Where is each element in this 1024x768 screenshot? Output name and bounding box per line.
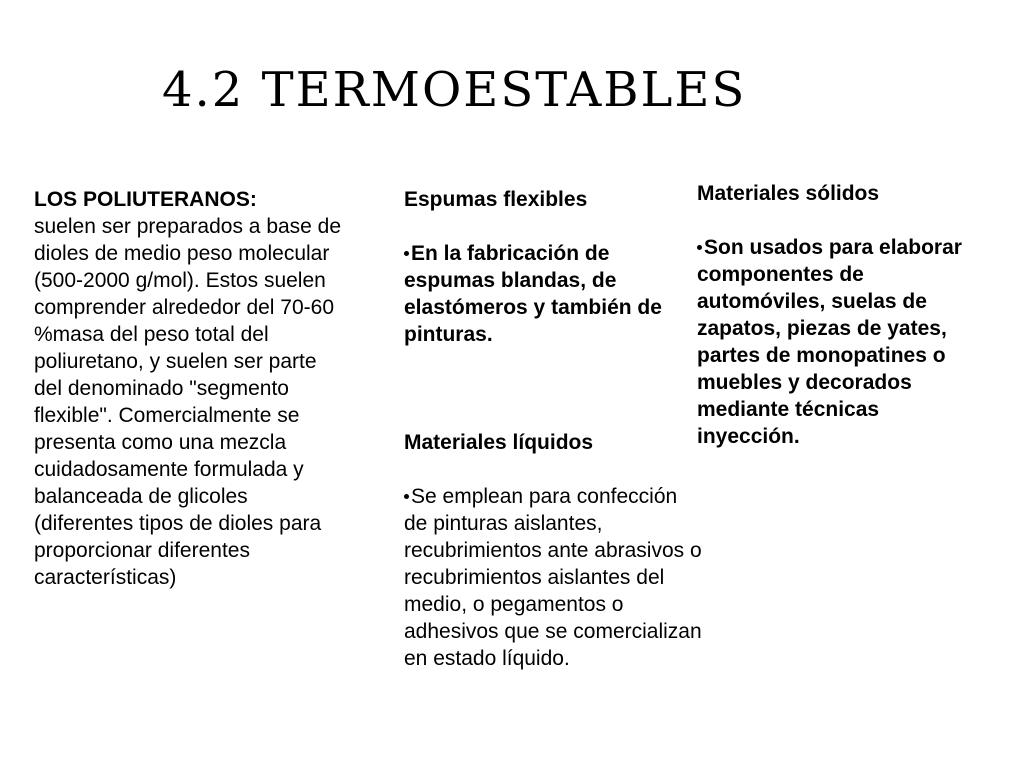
solidos-heading: Materiales sólidos <box>697 182 880 205</box>
espumas-bullet-text: En la fabricación de espumas blandas, de elastómeros y también de pinturas. <box>404 242 662 346</box>
solidos-bullet-item <box>697 234 987 450</box>
bullet-icon <box>697 245 702 250</box>
poliuretanos-body: suelen ser preparados a base de dioles de medio peso molecular (500-2000 g/mol). Estos suelen comprender alrededor del 70-60 %masa del peso total del poliuretano, y suelen ser parte del denominado "segmento flexible". Comercialmente se presenta como una mezcla cuidadosamente formulada y balanceada de glicoles (diferentes tipos de dioles para proporcionar diferentes características) <box>34 215 342 589</box>
column-solidos <box>697 180 987 450</box>
column-poliuretanos <box>34 186 344 591</box>
slide-title: 4.2 TERMOESTABLES <box>162 62 747 118</box>
espumas-heading: Espumas flexibles <box>404 188 588 211</box>
solidos-bullet-text: Son usados para elaborar componentes de automóviles, suelas de zapatos, piezas de yates, partes de monopatines o muebles y decorados mediante técnicas inyección. <box>697 236 962 448</box>
liquidos-bullet-text: Se emplean para confección de pinturas aislantes, recubrimientos ante abrasivos o recubrimientos aislantes del medio, o pegamentos o adhesivos que se comercializan en estado líquido. <box>404 485 702 670</box>
column-espumas-liquidos <box>404 186 704 672</box>
bullet-icon <box>404 494 409 499</box>
liquidos-heading: Materiales líquidos <box>404 431 594 454</box>
bullet-icon <box>404 251 409 256</box>
poliuretanos-heading: LOS POLIUTERANOS: <box>34 188 257 211</box>
liquidos-bullet-item <box>404 483 704 672</box>
espumas-bullet-item <box>404 240 704 348</box>
